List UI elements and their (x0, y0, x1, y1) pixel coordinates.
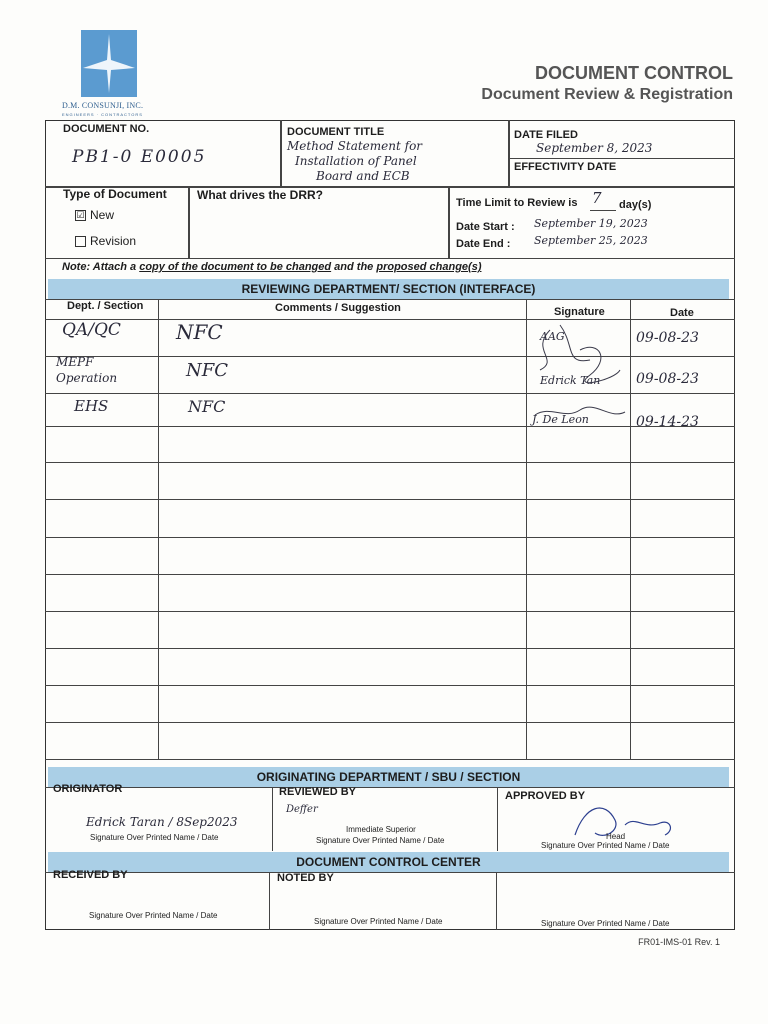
document-title-label: DOCUMENT TITLE (287, 126, 385, 138)
page-title: DOCUMENT CONTROL (535, 63, 733, 83)
noted-sig-caption: Signature Over Printed Name / Date (314, 917, 443, 926)
revision-checkbox[interactable] (75, 236, 86, 247)
originator-label: ORIGINATOR (53, 783, 123, 795)
approved-sig-caption: Signature Over Printed Name / Date (541, 841, 670, 850)
originator-signature: Edrick Taran / 8Sep2023 (86, 815, 238, 829)
reviewing-band: REVIEWING DEPARTMENT/ SECTION (INTERFACE) (48, 279, 729, 299)
row-2-signature: Edrick Tan (540, 374, 601, 387)
document-title-line-2: Installation of Panel (295, 154, 417, 168)
row-1-date: 09-08-23 (636, 330, 699, 346)
reviewed-by-label: REVIEWED BY (279, 786, 357, 798)
col-signature-header: Signature (554, 306, 605, 318)
row-2-comment: NFC (186, 360, 229, 381)
time-limit-label: Time Limit to Review is (456, 197, 578, 209)
row-1-dept: QA/QC (62, 320, 121, 340)
control-sig-caption: Signature Over Printed Name / Date (541, 919, 670, 928)
row-3-comment: NFC (188, 397, 226, 416)
date-end-label: Date End : (456, 238, 511, 250)
received-by-label: RECEIVED BY (53, 869, 128, 881)
what-drives-drr-label: What drives the DRR? (197, 188, 324, 202)
reviewed-signature: Deffer (286, 804, 318, 815)
col-dept-header: Dept. / Section (67, 300, 144, 312)
control-center-band: DOCUMENT CONTROL CENTER (48, 852, 729, 872)
reviewed-sig-caption: Signature Over Printed Name / Date (316, 836, 445, 845)
logo-tower-icon (81, 30, 137, 97)
noted-by-label: NOTED BY (277, 872, 334, 884)
note-middle: and the (331, 261, 377, 273)
col-comments-header: Comments / Suggestion (275, 302, 401, 314)
time-limit-unit: day(s) (619, 199, 652, 211)
immediate-superior-caption: Immediate Superior (346, 825, 416, 834)
row-1-comment: NFC (176, 320, 223, 344)
date-start-label: Date Start : (456, 221, 515, 233)
date-filed-value: September 8, 2023 (536, 141, 653, 155)
date-filed-label: DATE FILED (514, 129, 578, 141)
company-name: D.M. CONSUNJI, INC. (62, 101, 144, 110)
date-start-value: September 19, 2023 (534, 217, 648, 230)
row-1-signature: AAG (540, 330, 565, 343)
document-no-value: PB1-0 E0005 (72, 147, 207, 167)
company-logo (81, 30, 137, 97)
row-3-signature: J. De Leon (532, 413, 589, 426)
new-checkbox[interactable]: ☑ (76, 210, 85, 220)
type-of-document-label: Type of Document (63, 187, 167, 201)
page-subtitle: Document Review & Registration (481, 86, 733, 103)
date-end-value: September 25, 2023 (534, 234, 648, 247)
approved-by-label: APPROVED BY (505, 790, 586, 802)
note-link-changes: proposed change(s) (376, 261, 482, 273)
received-sig-caption: Signature Over Printed Name / Date (89, 911, 218, 920)
effectivity-date-label: EFFECTIVITY DATE (514, 161, 617, 173)
note-prefix: Note: Attach a (62, 261, 140, 273)
revision-option-label: Revision (90, 234, 137, 248)
new-option-label: New (90, 208, 115, 222)
document-title-line-3: Board and ECB (316, 169, 410, 183)
originating-band: ORIGINATING DEPARTMENT / SBU / SECTION (48, 767, 729, 787)
document-title-line-1: Method Statement for (287, 139, 423, 153)
note (62, 261, 481, 273)
originator-sig-caption: Signature Over Printed Name / Date (90, 833, 219, 842)
document-no-label: DOCUMENT NO. (63, 123, 150, 135)
time-limit-value: 7 (592, 189, 602, 207)
row-2-dept: MEPF Operation (56, 355, 118, 385)
row-3-dept: EHS (74, 397, 109, 415)
row-3-date: 09-14-23 (636, 414, 699, 430)
company-tagline: ENGINEERS · CONTRACTORS (62, 112, 143, 117)
head-caption: Head (606, 832, 626, 841)
note-link-document: copy of the document to be changed (139, 261, 332, 273)
signature-scribbles-icon (520, 320, 640, 430)
form-code: FR01-IMS-01 Rev. 1 (638, 937, 720, 947)
row-2-date: 09-08-23 (636, 371, 699, 387)
col-date-header: Date (670, 307, 694, 319)
